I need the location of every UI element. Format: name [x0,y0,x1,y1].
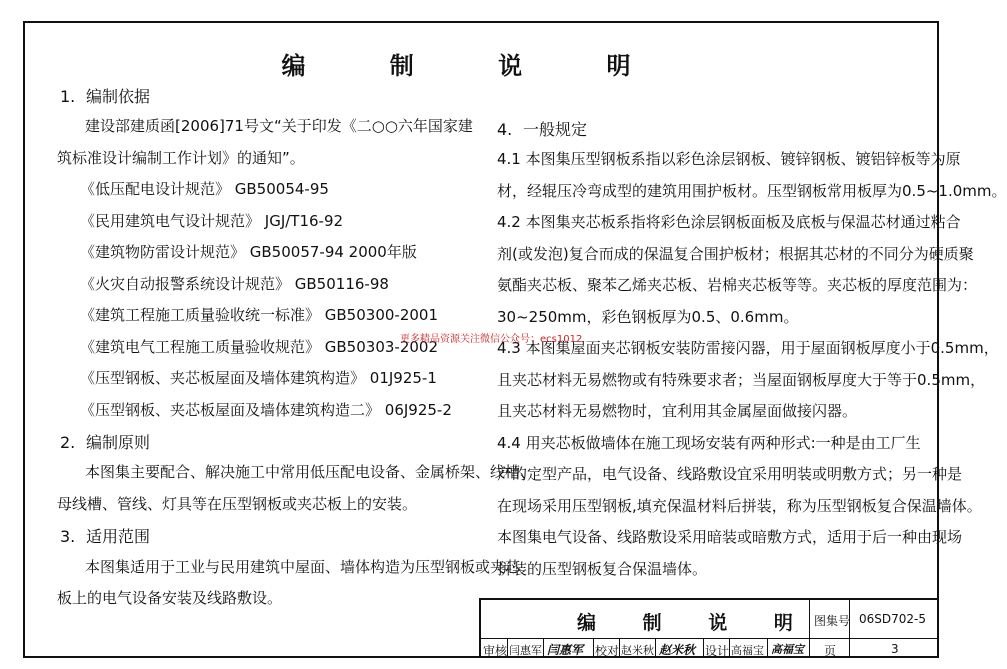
watermark-text: 更多精品资源关注微信公众号：ecs1012 [400,334,583,345]
reference-item: 《民用建筑电气设计规范》 JGJ/T16-92 [80,212,344,230]
paragraph-line: 氨酯夹芯板、聚苯乙烯夹芯板、岩棉夹芯板等等。夹芯板的厚度范围为： [497,276,978,294]
reference-item: 《火灾自动报警系统设计规范》 GB50116-98 [80,275,389,293]
title-block [479,598,939,658]
reference-item: 《压型钢板、夹芯板屋面及墙体建筑构造》 01J925-1 [80,369,437,387]
paragraph-line: 筑标准设计编制工作计划》的通知”。 [57,149,305,167]
page-label: 页 [824,644,837,658]
reference-item: 《建筑电气工程施工质量验收规范》 GB50303-2002 [80,338,438,356]
reference-item: 《建筑工程施工质量验收统一标准》 GB50300-2001 [80,306,438,324]
section-2-heading [60,430,150,453]
paragraph-line: 本图集适用于工业与民用建筑中屋面、墙体构造为压型钢板或夹芯 [85,558,521,576]
paragraph-line: 且夹芯材料无易燃物或有特殊要求者；当屋面钢板厚度大于等于0.5mm， [497,371,986,389]
section-1-heading [60,84,150,107]
checker-signature: 赵米秋 [659,643,696,657]
reviewer-signature: 闫惠军 [547,643,584,657]
design-label: 设计 [705,644,730,658]
section-4-heading [497,117,587,140]
paragraph-line: 30~250mm，彩色钢板厚为0.5、0.6mm。 [497,308,799,326]
section-title: 编制原则 [86,433,151,452]
paragraph-line: 4.4 用夹芯板做墙体在施工现场安装有两种形式:一种是由工厂生 [497,434,921,452]
reviewer-name: 闫惠军 [509,644,542,657]
paragraph-line: 4.2 本图集夹芯板系指将彩色涂层钢板面板及底板与保温芯材通过粘合 [497,213,961,231]
paragraph-line: 材，经辊压冷弯成型的建筑用围护板材。压型钢板常用板厚为0.5~1.0mm。 [497,182,1007,200]
paragraph-line: 剂(或发泡)复合而成的保温复合围护板材；根据其芯材的不同分为硬质聚 [497,245,974,263]
section-title: 一般规定 [523,120,588,139]
reference-item: 《低压配电设计规范》 GB50054-95 [80,180,329,198]
section-number: 2. [60,433,76,452]
paragraph-line: 4.1 本图集压型钢板系指以彩色涂层钢板、镀锌钢板、镀铝锌板等为原 [497,150,961,168]
paragraph-line: 且夹芯材料无易燃物时，宜利用其金属屋面做接闪器。 [497,402,858,420]
paragraph-line: 建设部建质函[2006]71号文“关于印发《二○○六年国家建 [85,117,473,135]
paragraph-line: 在现场采用压型钢板,填充保温材料后拼装，称为压型钢板复合保温墙体。 [497,497,982,515]
section-number: 3. [60,527,76,546]
section-3-heading [60,524,150,547]
paragraph-line: 4.3 本图集屋面夹芯钢板安装防雷接闪器，用于屋面钢板厚度小于0.5mm， [497,339,999,357]
title-block-name: 编 制 说 明 [577,612,813,634]
reference-item: 《压型钢板、夹芯板屋面及墙体建筑构造二》 06J925-2 [80,401,452,419]
paragraph-line: 拼装的压型钢板复合保温墙体。 [497,560,708,578]
review-label: 审核 [483,644,508,658]
check-label: 校对 [595,644,620,658]
designer-signature: 高福宝 [771,643,804,656]
section-number: 1. [60,87,76,106]
checker-name: 赵米秋 [621,644,654,657]
designer-name: 高福宝 [731,644,764,657]
section-number: 4. [497,120,513,139]
atlas-number: 06SD702-5 [859,612,926,626]
page-title: 编 制 说 明 [281,52,669,80]
section-title: 适用范围 [86,527,151,546]
reference-item: 《建筑物防雷设计规范》 GB50057-94 2000年版 [80,243,417,261]
section-title: 编制依据 [86,87,151,106]
paragraph-line: 本图集电气设备、线路敷设采用暗装或暗敷方式，适用于后一种由现场 [497,528,963,546]
page-number: 3 [891,642,899,656]
paragraph-line: 本图集主要配合、解决施工中常用低压配电设备、金属桥架、线槽、 [85,463,536,481]
paragraph-line: 母线槽、管线、灯具等在压型钢板或夹芯板上的安装。 [57,495,418,513]
atlas-number-label: 图集号 [814,614,851,628]
paragraph-line: 产的定型产品，电气设备、线路敷设宜采用明装或明敷方式；另一种是 [497,465,963,483]
paragraph-line: 板上的电气设备安装及线路敷设。 [57,589,283,607]
